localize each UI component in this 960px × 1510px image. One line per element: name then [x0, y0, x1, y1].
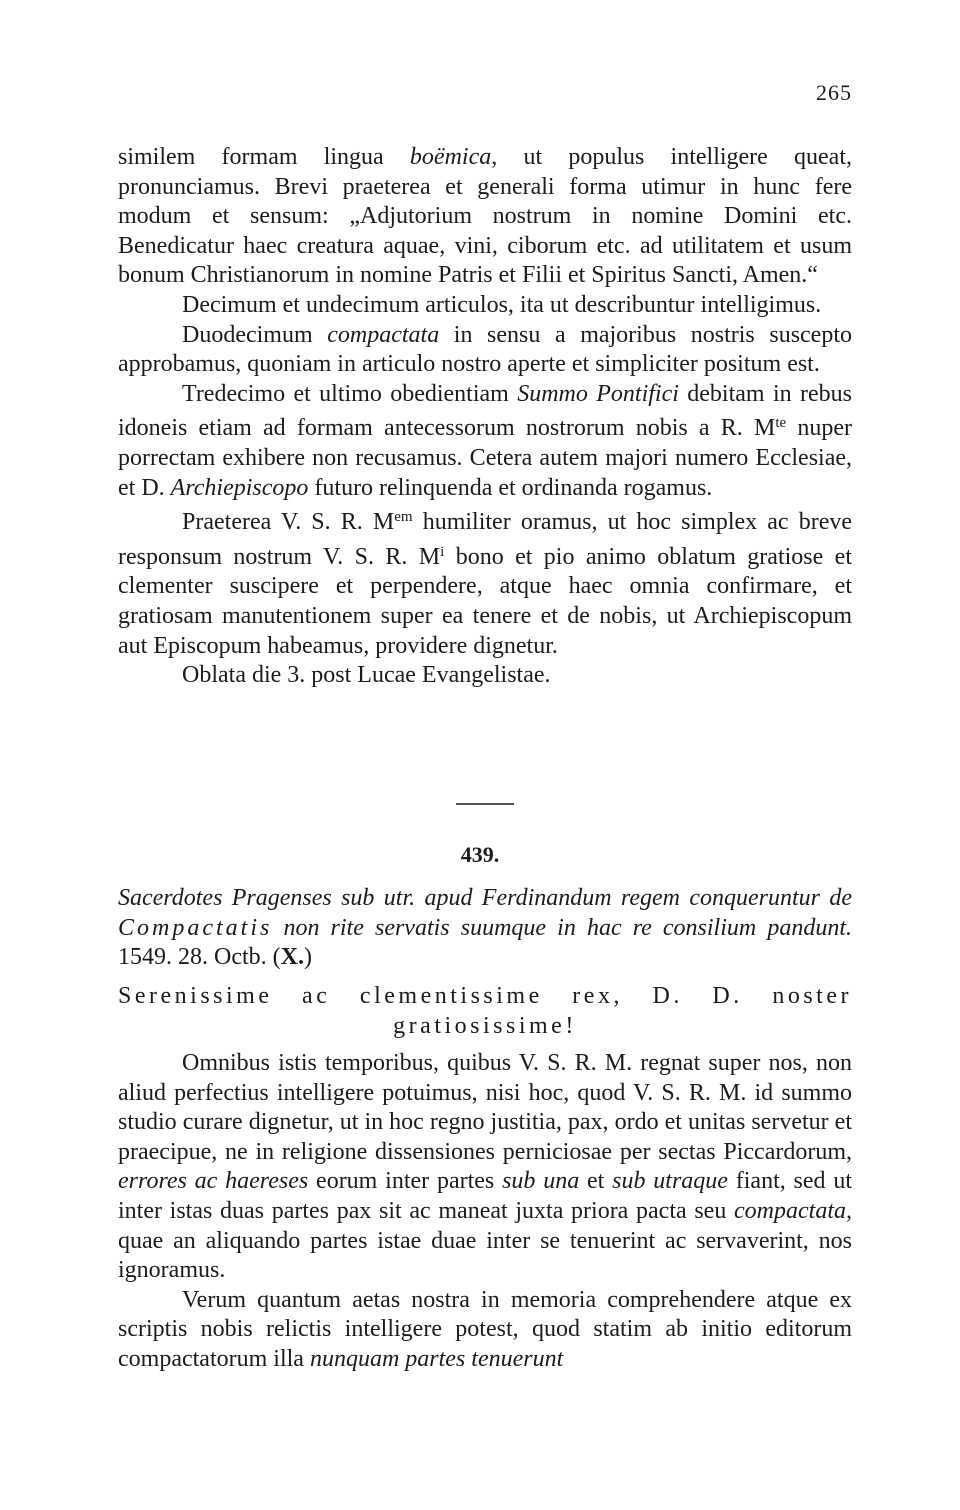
paragraph-date-line: Oblata die 3. post Lucae Evangelistae.: [182, 662, 551, 689]
italic-term: errores ac haereses: [118, 1168, 309, 1195]
italic-term: sub una: [502, 1168, 580, 1195]
spaced-term: Compactatis: [118, 914, 273, 941]
superscript: i: [440, 543, 445, 560]
italic-term: compactata: [327, 321, 440, 348]
page-number: 265: [816, 80, 852, 105]
paragraph-formula: similem formam lingua boëmica, ut populus intelligere queat, pronunciamus. Brevi praeterea et generali forma utimur in hunc fere modum et sensum: „Adjutorium nostrum in nomine Domini etc. Benedicatur haec creatura aquae, vini, ciborum etc. ad utilitatem et usum bonum Christianorum in nomine Patris et Filii et Spiritus Sancti, Amen.“: [118, 144, 853, 289]
paragraph-letter-1: Omnibus istis temporibus, quibus V. S. R. M. regnat super nos, non aliud perfectius intelligere potuimus, nisi hoc, quod V. S. R. M. id summo studio curare dignetur, ut in hoc regno justitia, pax, ordo et unitas servetur et praecipue, ne in religione dissensiones perniciosae per sectas Piccardorum, errores ac haereses eorum inter partes sub una et sub utraque fiant, sed ut inter istas duas partes pax sit ac maneat juxta priora pacta seu compactata, quae an aliquando partes istae duae inter se tenuerint ac servaverint, nos ignoramus.: [118, 1050, 853, 1284]
paragraph-article-13: Tredecimo et ultimo obedientiam Summo Pontifici debitam in rebus idoneis etiam ad formam antecessorum nostrorum nobis a R. $M^{te}$ nuper porrectam exhibere non recusamus. Cetera autem majori numero Ecclesiae, et D. Archiepiscopo futuro relinquenda et ordinanda rogamus.: [118, 380, 852, 501]
document-number: 439.: [460, 842, 500, 867]
italic-term: boëmica: [409, 144, 492, 170]
italic-term: Summo Pontifici: [517, 380, 679, 407]
italic-term: sub utraque: [612, 1168, 728, 1195]
italic-term: Archiepiscopo: [170, 474, 309, 501]
salutation: [118, 982, 852, 1041]
paragraph-request: Praeterea V. S. R. $M^{em}$ humiliter oramus, ut hoc simplex ac breve responsum nostrum V. S. R. $M^i$ bono et pio animo oblatum gratiose et clementer suscipere et perpendere, atque haec omnia confirmare, et gratiosam manutentionem super ea tenere et de nobis, ut Archiepiscopum aut Episcopum habeamus, providere dignetur.: [118, 509, 853, 659]
italic-term: nunquam partes tenuerunt: [309, 1345, 564, 1372]
superscript: te: [775, 415, 787, 432]
italic-term: compactata,: [734, 1197, 852, 1224]
document-summary: Sacerdotes Pragenses sub utr. apud Ferdinandum regem conqueruntur de Compactatis non rite servatis suumque in hac re consilium pandunt. 1549. 28. Octb. (X.): [118, 885, 852, 971]
continued-text: [118, 143, 852, 691]
salutation-line: Serenissime ac clementissime rex, D. D. noster: [118, 983, 852, 1009]
document-marker: X.: [280, 944, 304, 971]
superscript: em: [394, 509, 413, 526]
paragraph-articles-10-11: Decimum et undecimum articulos, ita ut describuntur intelligimus.: [182, 291, 822, 318]
paragraph-letter-2: Verum quantum aetas nostra in memoria comprehendere atque ex scriptis nobis relictis intelligere potest, quod statim ab initio editorum compactatorum illa nunquam partes tenuerunt: [118, 1286, 852, 1372]
paragraph-article-12: Duodecimum compactata in sensu a majoribus nostris suscepto approbamus, quoniam in articulo nostro aperte et simpliciter positum est.: [118, 321, 853, 378]
letter-body: [118, 1049, 852, 1375]
section-divider: [456, 803, 514, 805]
salutation-line: gratiosissime!: [393, 1012, 577, 1039]
